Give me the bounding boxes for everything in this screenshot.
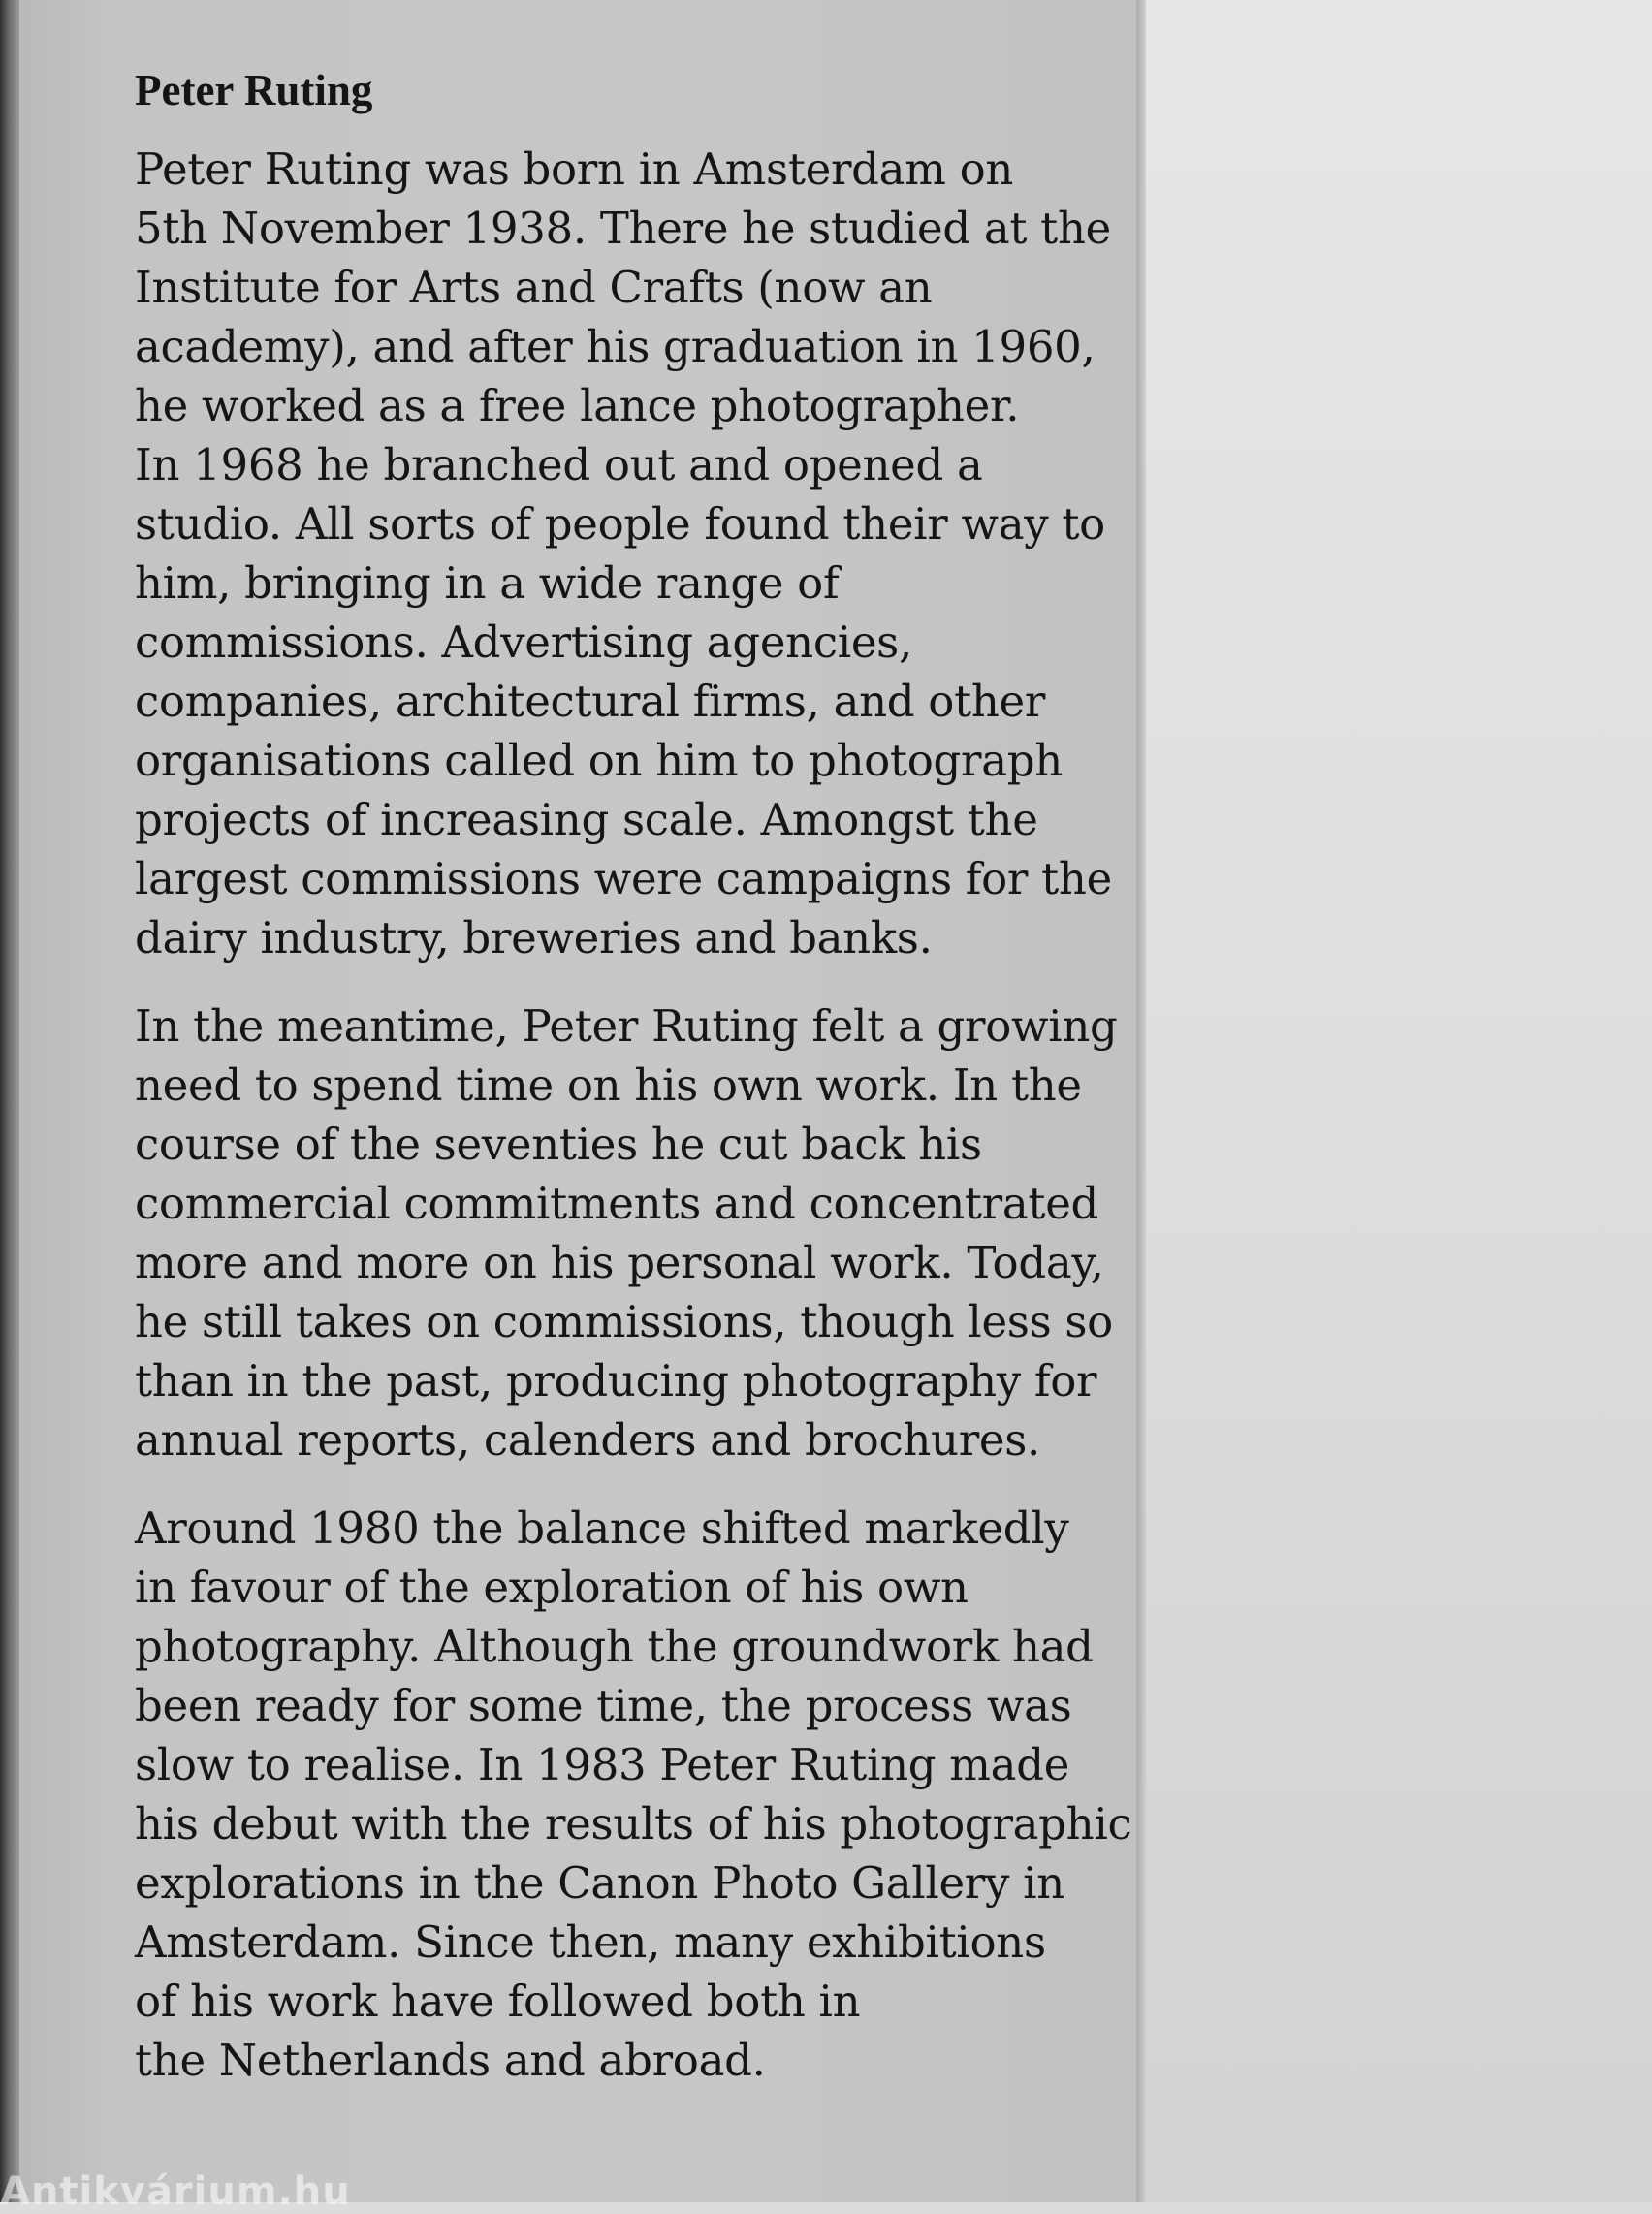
paragraph	[135, 1499, 1132, 2090]
text-line: his debut with the results of his photographic	[135, 1798, 1132, 1850]
text-line: slow to realise. In 1983 Peter Ruting made	[135, 1739, 1070, 1790]
text-line: 5th November 1938. There he studied at the	[135, 203, 1111, 254]
facing-page	[1146, 0, 1652, 2202]
text-line: projects of increasing scale. Amongst the	[135, 794, 1038, 845]
paragraph	[135, 996, 1118, 1470]
text-line: commissions. Advertising agencies,	[135, 617, 912, 668]
text-line: Amsterdam. Since then, many exhibitions	[135, 1916, 1046, 1968]
text-line: more and more on his personal work. Today,	[135, 1237, 1104, 1288]
text-line: Peter Ruting was born in Amsterdam on	[135, 143, 1014, 195]
text-line: need to spend time on his own work. In the	[135, 1060, 1082, 1111]
text-line: annual reports, calenders and brochures.	[135, 1414, 1041, 1466]
text-line: in favour of the exploration of his own	[135, 1562, 969, 1613]
text-line: organisations called on him to photograph	[135, 735, 1063, 786]
text-line: of his work have followed both in	[135, 1976, 861, 2027]
text-line: him, bringing in a wide range of	[135, 557, 840, 609]
text-line: commercial commitments and concentrated	[135, 1178, 1099, 1229]
text-line: he still takes on commissions, though less so	[135, 1296, 1113, 1347]
text-line: academy), and after his graduation in 1960,	[135, 321, 1096, 372]
text-line: Around 1980 the balance shifted markedly	[135, 1502, 1069, 1554]
book-spine-shadow	[0, 0, 19, 2202]
text-line: Institute for Arts and Crafts (now an	[135, 262, 933, 313]
text-line: photography. Although the groundwork had	[135, 1621, 1094, 1672]
text-line: course of the seventies he cut back his	[135, 1119, 982, 1170]
paragraphs	[135, 140, 1132, 2090]
text-line: than in the past, producing photography for	[135, 1355, 1097, 1407]
text-line: studio. All sorts of people found their way to	[135, 498, 1105, 550]
text-line: been ready for some time, the process was	[135, 1680, 1072, 1731]
text-line: companies, architectural firms, and other	[135, 676, 1046, 727]
text-line: In 1968 he branched out and opened a	[135, 439, 983, 490]
biography-text	[135, 56, 1132, 2119]
text-line: he worked as a free lance photographer.	[135, 380, 1020, 431]
text-line: In the meantime, Peter Ruting felt a growing	[135, 1000, 1118, 1052]
text-line: the Netherlands and abroad.	[135, 2035, 766, 2086]
page-title: Peter Ruting	[135, 66, 373, 114]
text-line: dairy industry, breweries and banks.	[135, 912, 933, 964]
watermark: Antikvárium.hu	[0, 2169, 351, 2214]
paragraph	[135, 140, 1112, 967]
text-line: explorations in the Canon Photo Gallery in	[135, 1857, 1064, 1909]
page-edge	[1136, 0, 1146, 2202]
text-line: largest commissions were campaigns for the	[135, 853, 1112, 904]
